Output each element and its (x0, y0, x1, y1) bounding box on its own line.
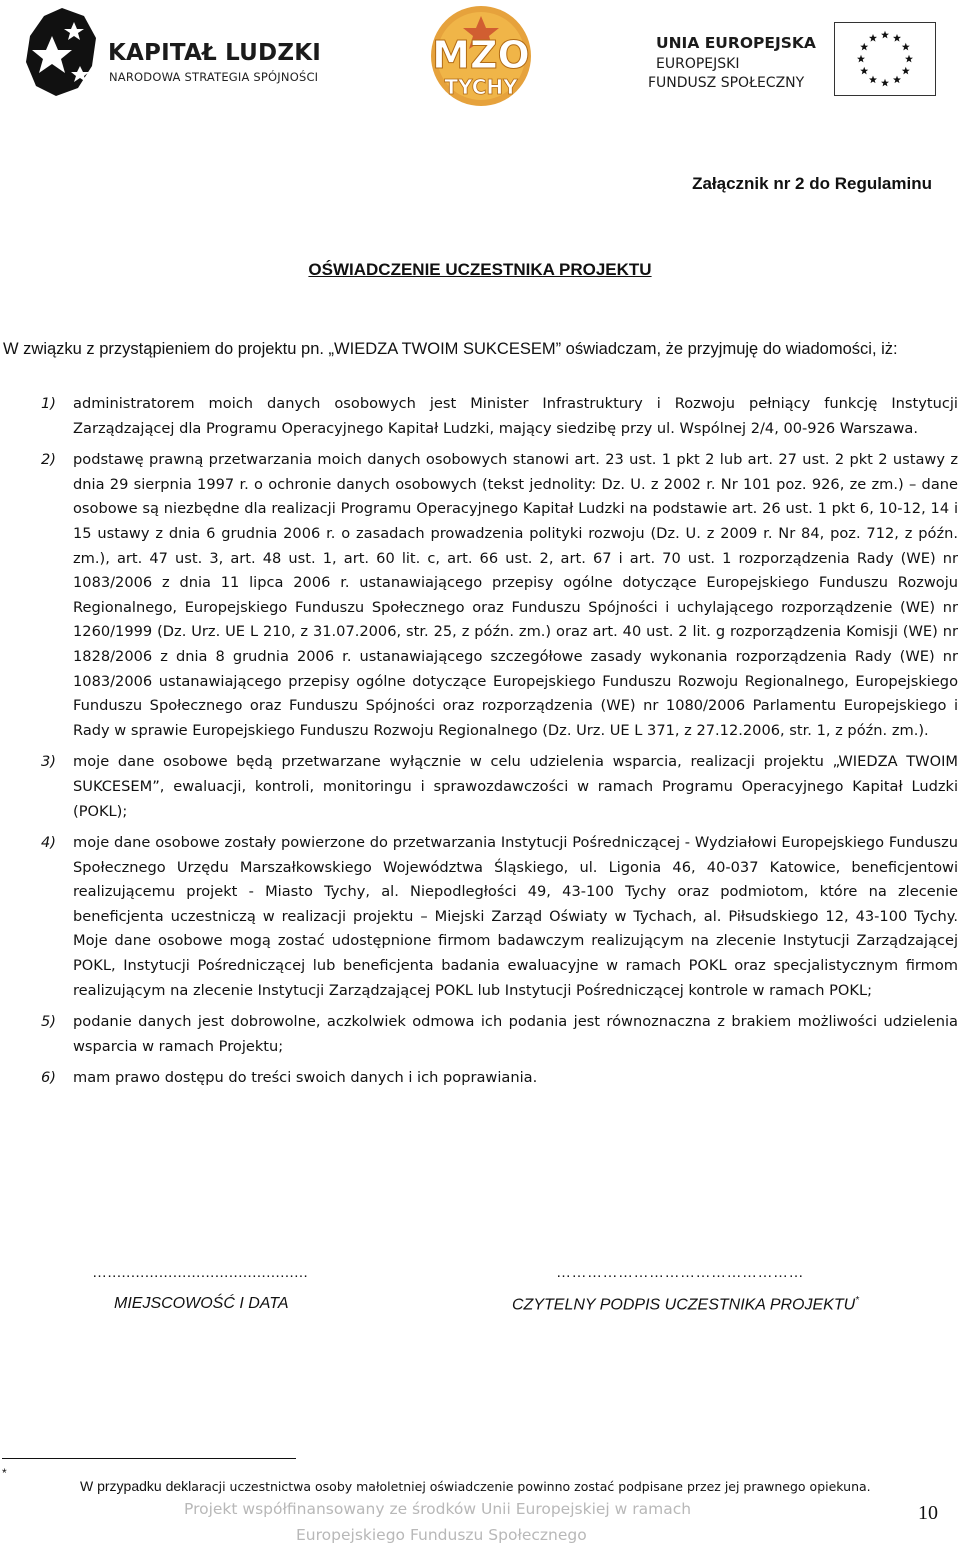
item-text: moje dane osobowe zostały powierzone do przetwarzania Instytucji Pośredniczącej - Wydziałowi Europejskiego Funduszu Społecznego Urzędu Marszałkowskiego Województwa Śląskiego, ul. Ligonia 46, 40-037 Katowice, beneficjentowi realizującemu projekt - Miasto Tychy, al. Niepodległości 49, 43-100 Tychy oraz podmiotom, które na zlecenie beneficjenta uczestniczą w realizacji projektu – Miejski Zarząd Oświaty w Tychach, al. Piłsudskiego 12, 43-100 Tychy. Moje dane osobowe mogą zostać udostępnione firmom badawczym realizującym na zlecenie Instytucji Zarządzającej POKL, Instytucji Pośredniczącej lub beneficjenta badania ewaluacyjne w ramach POKL oraz specjalistycznym firmom realizującym na zlecenie Instytucji Zarządzającej POKL lub Instytucji Pośredniczącej kontrole w ramach POKL; (73, 834, 958, 999)
eu-star-icon (902, 67, 910, 75)
footnote-text (80, 1478, 871, 1494)
place-date-line: …........................................... (92, 1264, 309, 1281)
place-date-label: MIEJSCOWOŚĆ I DATA (114, 1295, 289, 1312)
mzo-text: MZO (432, 33, 530, 77)
item-text: mam prawo dostępu do treści swoich danych i ich poprawiania. (73, 1069, 538, 1087)
eu-star-icon (881, 31, 889, 39)
footnote-divider (2, 1458, 296, 1459)
ue-efs-logo (648, 22, 938, 102)
statements-list (3, 392, 958, 1098)
footer-line1: Projekt współfinansowany ze środków Unii Europejskiej w ramach (184, 1500, 692, 1518)
eu-star-icon (893, 34, 901, 42)
signature-label-wrap (512, 1295, 859, 1314)
signature-line: ………………………………………… (556, 1264, 804, 1281)
eu-star-icon (860, 67, 868, 75)
ue-line3: FUNDUSZ SPOŁECZNY (648, 75, 805, 91)
item-text: moje dane osobowe będą przetwarzane wyłącznie w celu udzielenia wsparcia, realizacji projektu „WIEDZA TWOIM SUKCESEM”, ewaluacji, kontroli, monitoringu i sprawozdawczości w ramach Programu Operacyjnego Kapitał Ludzki (POKL); (73, 753, 958, 820)
item-number: 6) (41, 1069, 56, 1087)
footnote-mark: * (2, 1466, 7, 1480)
footnote-lead: W przypadku dekl (80, 1478, 192, 1494)
list-item (3, 831, 958, 1003)
item-number: 1) (41, 395, 56, 412)
signature-footnote-mark: * (855, 1295, 860, 1306)
kapital-ludzki-subtitle: NARODOWA STRATEGIA SPÓJNOŚCI (109, 70, 319, 84)
item-text: podanie danych jest dobrowolne, aczkolwiek odmowa ich podania jest równoznaczna z brakiem możliwości udzielenia wsparcia w ramach Projektu; (73, 1013, 958, 1055)
kapital-ludzki-logo (22, 6, 322, 98)
eu-star-icon (869, 34, 877, 42)
list-item (3, 392, 958, 441)
item-number: 4) (41, 834, 56, 852)
ue-line2: EUROPEJSKI (656, 56, 740, 72)
eu-flag-icon (834, 22, 936, 96)
eu-star-icon (902, 43, 910, 51)
item-number: 5) (41, 1013, 56, 1031)
list-item (3, 1066, 958, 1091)
list-item (3, 448, 958, 743)
list-item (3, 1010, 958, 1059)
kapital-ludzki-title: KAPITAŁ LUDZKI (108, 40, 321, 66)
item-number: 2) (41, 451, 56, 469)
eu-star-icon (857, 55, 865, 63)
footnote-rest: aracji uczestnictwa osoby małoletniej oświadczenie powinno zostać podpisane przez jej prawnego opiekuna. (191, 1479, 871, 1494)
kapital-ludzki-emblem-icon (22, 6, 102, 98)
mzo-city: TYCHY (444, 75, 518, 99)
eu-star-icon (881, 79, 889, 87)
annex-label: Załącznik nr 2 do Regulaminu (692, 174, 932, 193)
eu-star-icon (869, 76, 877, 84)
document-title: OŚWIADCZENIE UCZESTNIKA PROJEKTU (308, 260, 652, 279)
eu-star-icon (893, 76, 901, 84)
item-text: administratorem moich danych osobowych jest Minister Infrastruktury i Rozwoju pełniący funkcję Instytucji Zarządzającej dla Programu Operacyjnego Kapitał Ludzki, mający siedzibę przy ul. Wspólnej 2/4, 00-926 Warszawa. (73, 395, 958, 437)
item-text: podstawę prawną przetwarzania moich danych osobowych stanowi art. 23 ust. 1 pkt 2 lub art. 27 ust. 2 pkt 2 ustawy z dnia 29 sierpnia 1997 r. o ochronie danych osobowych (tekst jednolity: Dz. U. z 2002 r. Nr 101 poz. 926, ze zm.) – dane osobowe są niezbędne dla realizacji Programu Operacyjnego Kapitał Ludzki na podstawie art. 26 ust. 1 pkt 6, 10-12, 14 i 15 ustawy z dnia 6 grudnia 2006 r. o zasadach prowadzenia polityki rozwoju (Dz. U. z 2009 r. Nr 84, poz. 712, z późn. zm.), art. 47 ust. 3, art. 48 ust. 1, art. 60 lit. c, art. 66 ust. 2, art. 67 i art. 70 ust. 1 rozporządzenia Rady (WE) nr 1083/2006 z dnia 11 lipca 2006 r. ustanawiającego przepisy ogólne dotyczące Europejskiego Funduszu Rozwoju Regionalnego, Europejskiego Funduszu Społecznego oraz Funduszu Spójności i uchylającego rozporządzenie (WE) nr 1260/1999 (Dz. Urz. UE L 210, z 31.07.2006, str. 25, z późn. zm.) oraz art. 40 ust. 2 lit. g rozporządzenia Komisji (WE) nr 1828/2006 z dnia 8 grudnia 2006 r. ustanawiającego szczegółowe zasady wykonania rozporządzenia Rady (WE) nr 1083/2006 ustanawiającego przepisy ogólne dotyczące Europejskiego Funduszu Rozwoju Regionalnego, Europejskiego Funduszu Społecznego oraz Funduszu Spójności oraz rozporządzenia (WE) nr 1080/2006 Parlamentu Europejskiego i Rady w sprawie Europejskiego Funduszu Rozwoju Regionalnego (Dz. Urz. UE L 371, z 27.12.2006, str. 1, z późn. zm.). (73, 451, 958, 739)
list-item (3, 750, 958, 824)
eu-star-icon (860, 43, 868, 51)
signature-label: CZYTELNY PODPIS UCZESTNIKA PROJEKTU (512, 1296, 856, 1314)
footer-line2: Europejskiego Funduszu Społecznego (296, 1526, 587, 1544)
ue-line1: UNIA EUROPEJSKA (656, 34, 816, 52)
mzo-tychy-logo (416, 4, 546, 108)
item-number: 3) (41, 753, 56, 771)
intro-paragraph: W związku z przystąpieniem do projektu pn. „WIEDZA TWOIM SUKCESEM” oświadczam, że przyjmuję do wiadomości, iż: (3, 340, 898, 358)
page-number: 10 (918, 1502, 938, 1524)
eu-star-icon (905, 55, 913, 63)
